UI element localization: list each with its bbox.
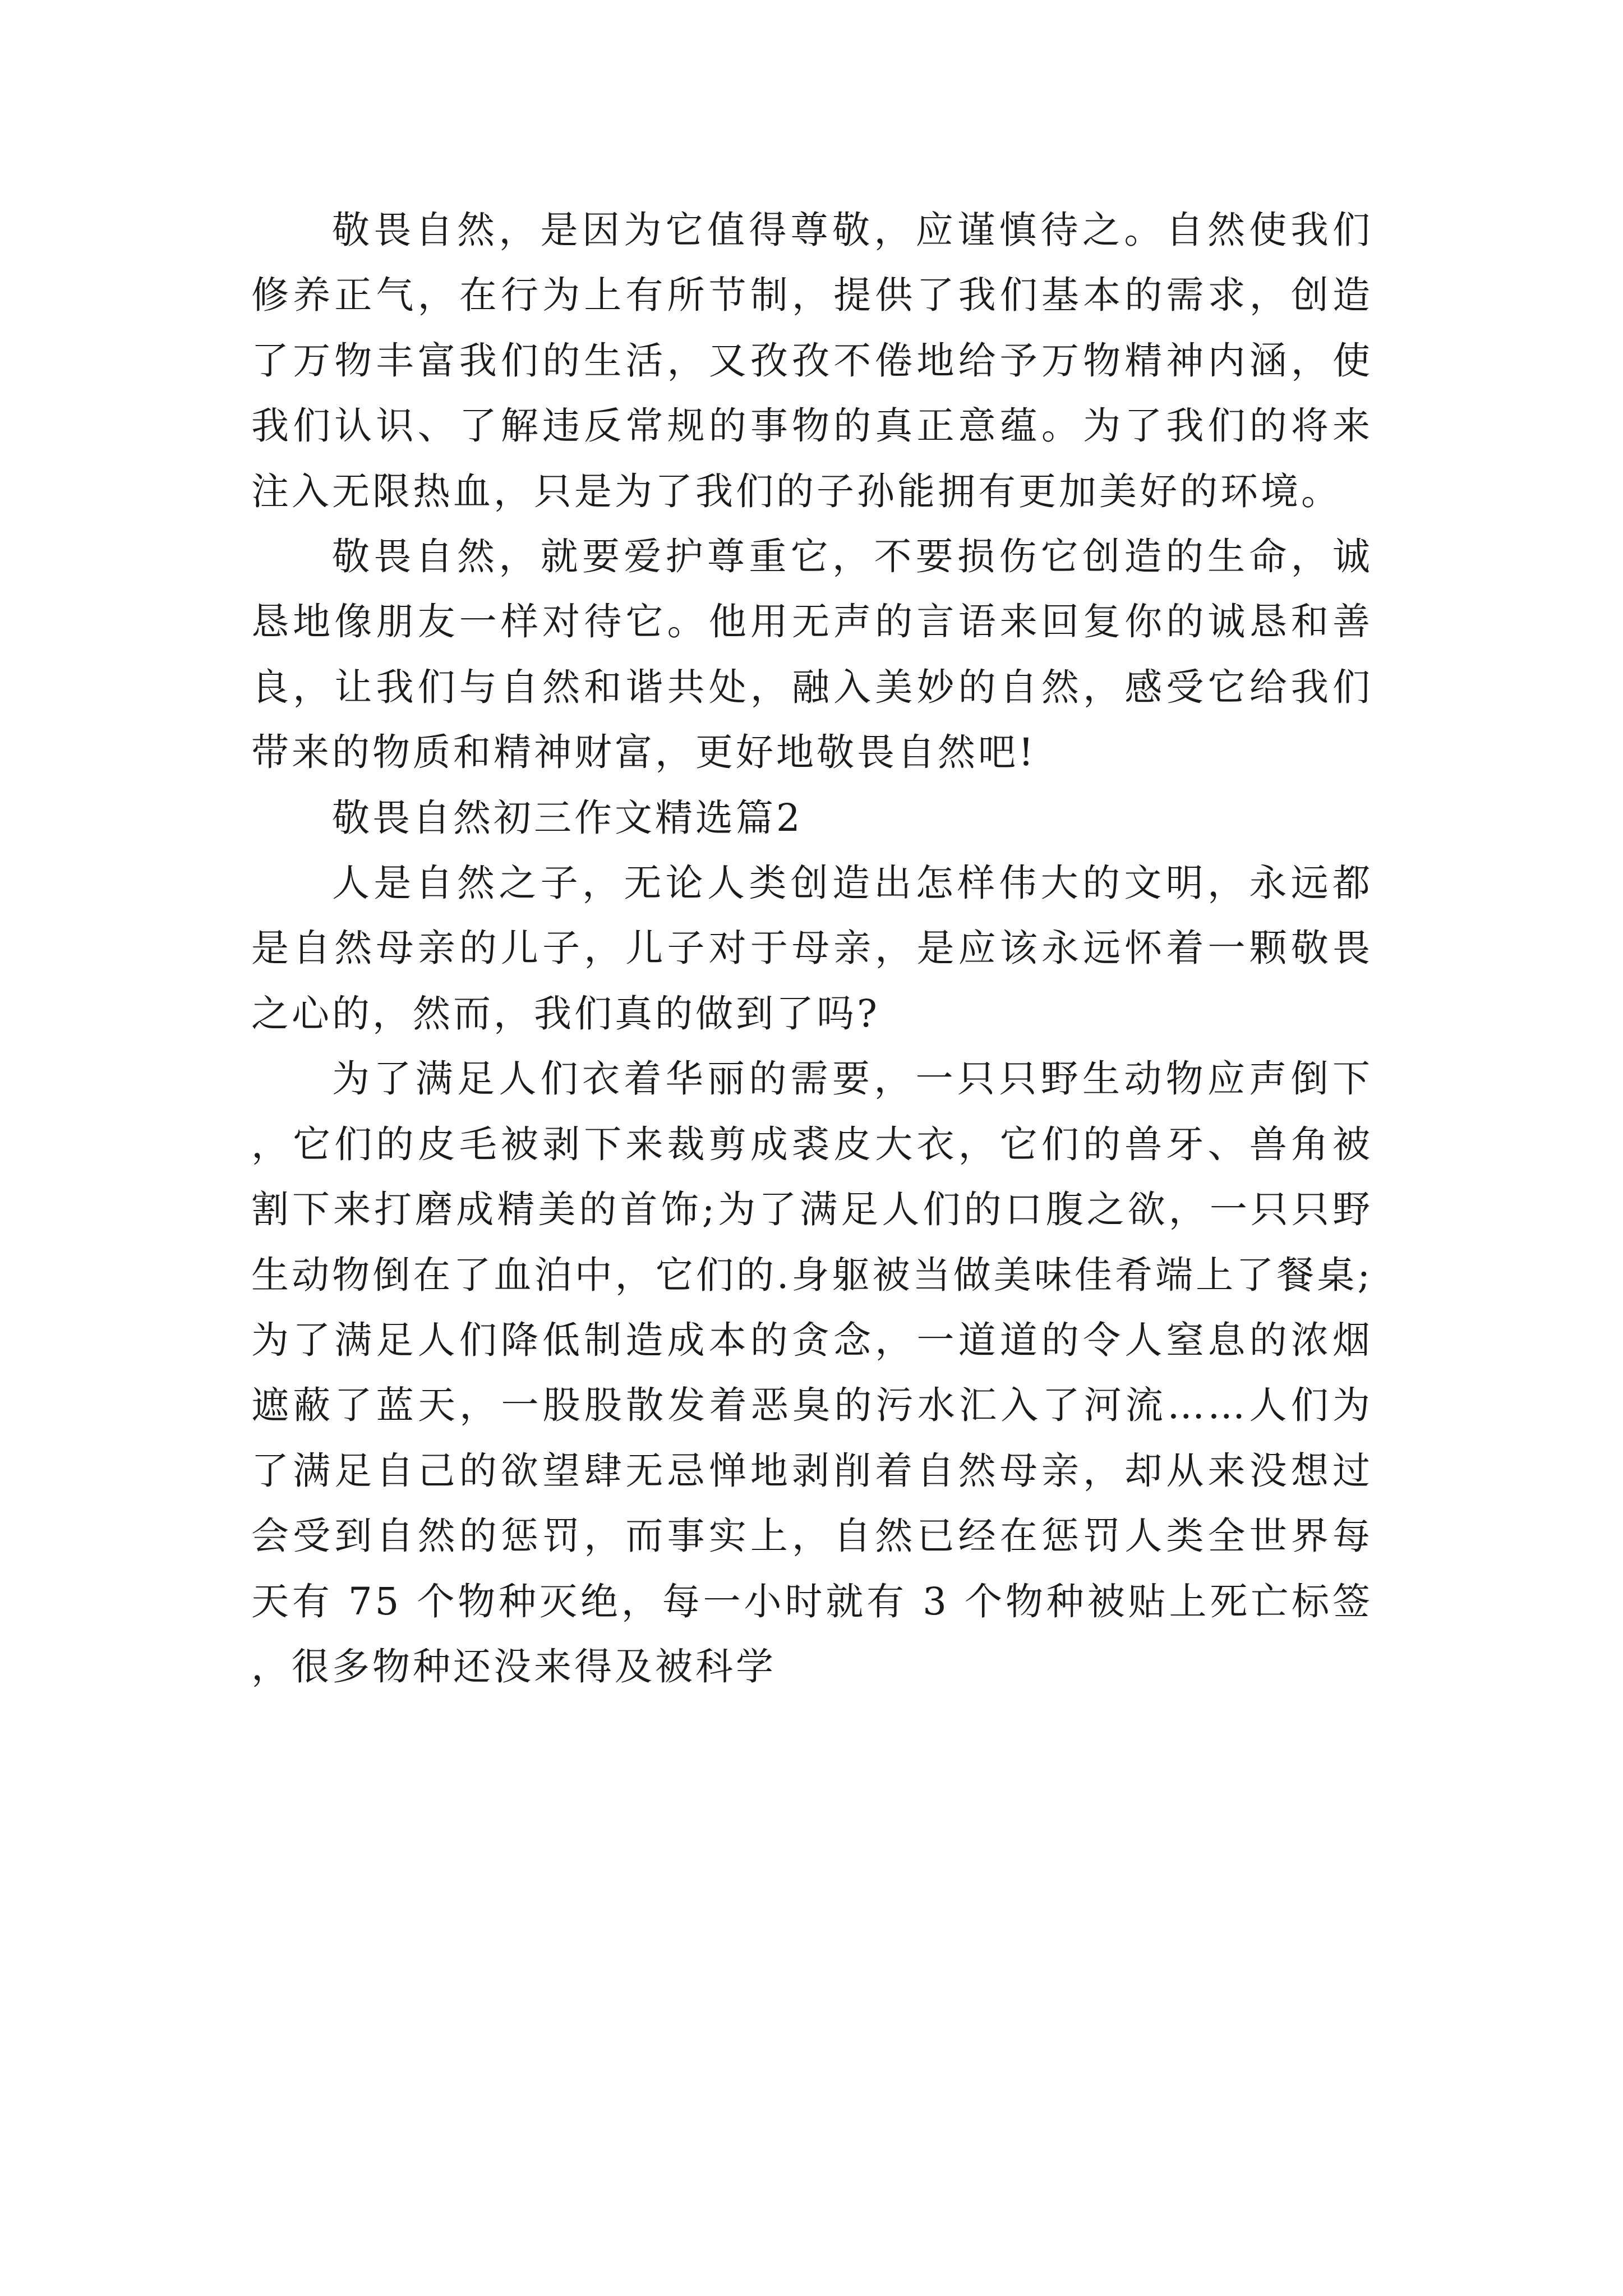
paragraph-respect-nature: 敬畏自然，是因为它值得尊敬，应谨慎待之。自然使我们修养正气，在行为上有所节制，提供了我们基本的需求，创造了万物丰富我们的生活，又孜孜不倦地给予万物精神内涵，使我们认识、了解违反常规的事物的真正意蕴。为了我们的将来注入无限热血，只是为了我们的子孙能拥有更加美好的环境。 — [251, 208, 1373, 513]
document-body — [251, 197, 1373, 1699]
paragraph-human-exploitation: 为了满足人们衣着华丽的需要，一只只野生动物应声倒下，它们的皮毛被剥下来裁剪成裘皮大衣，它们的兽牙、兽角被割下来打磨成精美的首饰;为了满足人们的口腹之欲，一只只野生动物倒在了血泊中，它们的.身躯被当做美味佳肴端上了餐桌;为了满足人们降低制造成本的贪念，一道道的令人窒息的浓烟遮蔽了蓝天，一股股散发着恶臭的污水汇入了河流……人们为了满足自己的欲望肆无忌惮地剥削着自然母亲，却从来没想过会受到自然的惩罚，而事实上，自然已经在惩罚人类全世界每天有 75 个物种灭绝，每一小时就有 3 个物种被贴上死亡标签，很多物种还没来得及被科学 — [251, 1057, 1373, 1688]
paragraph-protect-nature: 敬畏自然，就要爱护尊重它，不要损伤它创造的生命，诚恳地像朋友一样对待它。他用无声的言语来回复你的诚恳和善良，让我们与自然和谐共处，融入美妙的自然，感受它给我们带来的物质和精神财富，更好地敬畏自然吧! — [251, 535, 1373, 775]
paragraph-children-of-nature: 人是自然之子，无论人类创造出怎样伟大的文明，永远都是自然母亲的儿子，儿子对于母亲，是应该永远怀着一颗敬畏之心的，然而，我们真的做到了吗? — [251, 861, 1373, 1036]
section-title: 敬畏自然初三作文精选篇2 — [332, 795, 803, 840]
